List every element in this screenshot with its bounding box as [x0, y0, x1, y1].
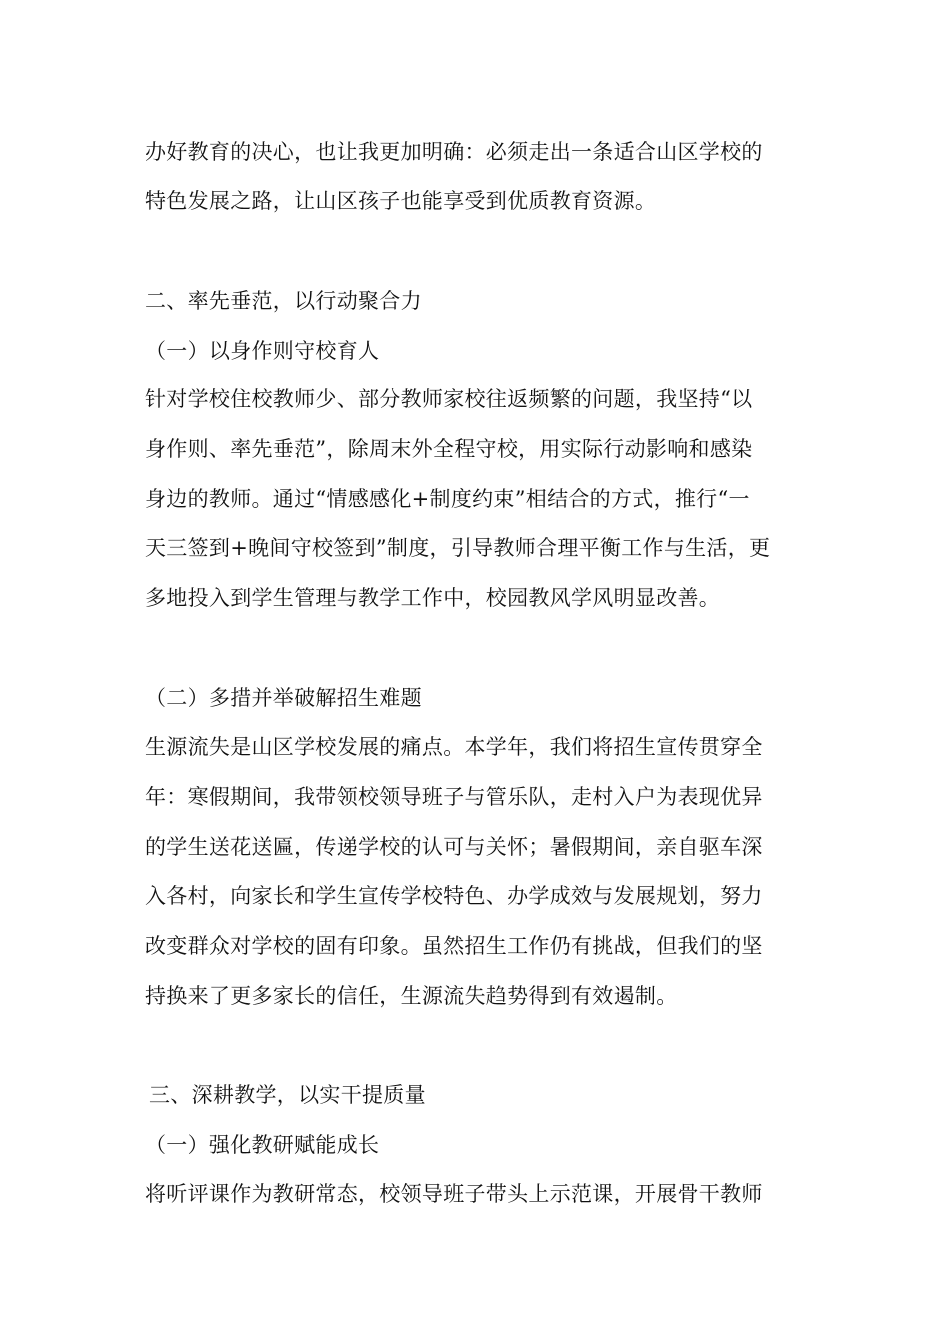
subsection-heading: （一）强化教研赋能成长 [145, 1133, 380, 1157]
paragraph-line: 改变群众对学校的固有印象。虽然招生工作仍有挑战，但我们的坚 [145, 934, 763, 958]
paragraph-line: 的学生送花送匾，传递学校的认可与关怀；暑假期间，亲自驱车深 [145, 835, 763, 859]
paragraph-line: 将听评课作为教研常态，校领导班子带头上示范课，开展骨干教师 [145, 1182, 763, 1206]
subsection-heading: （一）以身作则守校育人 [145, 339, 380, 363]
paragraph-line: 多地投入到学生管理与教学工作中，校园教风学风明显改善。 [145, 586, 721, 610]
subsection-heading: （二）多措并举破解招生难题 [145, 686, 422, 710]
section-heading: 二、率先垂范，以行动聚合力 [145, 289, 422, 313]
paragraph-line: 针对学校住校教师少、部分教师家校往返频繁的问题，我坚持“以 [145, 387, 753, 411]
paragraph-line: 特色发展之路，让山区孩子也能享受到优质教育资源。 [145, 189, 657, 213]
paragraph-line: 身边的教师。通过“情感感化+制度约束”相结合的方式，推行“一 [145, 487, 750, 511]
paragraph-line: 持换来了更多家长的信任，生源流失趋势得到有效遏制。 [145, 984, 678, 1008]
paragraph-line: 办好教育的决心，也让我更加明确：必须走出一条适合山区学校的 [145, 140, 763, 164]
paragraph-line: 年：寒假期间，我带领校领导班子与管乐队，走村入户为表现优异 [145, 785, 763, 809]
paragraph-line: 身作则、率先垂范”，除周末外全程守校，用实际行动影响和感染 [145, 437, 753, 461]
section-heading: 三、深耕教学，以实干提质量 [149, 1083, 426, 1107]
paragraph-line: 生源流失是山区学校发展的痛点。本学年，我们将招生宣传贯穿全 [145, 735, 763, 759]
paragraph-line: 天三签到+晚间守校签到”制度，引导教师合理平衡工作与生活，更 [145, 536, 771, 560]
paragraph-line: 入各村，向家长和学生宣传学校特色、办学成效与发展规划，努力 [145, 884, 763, 908]
